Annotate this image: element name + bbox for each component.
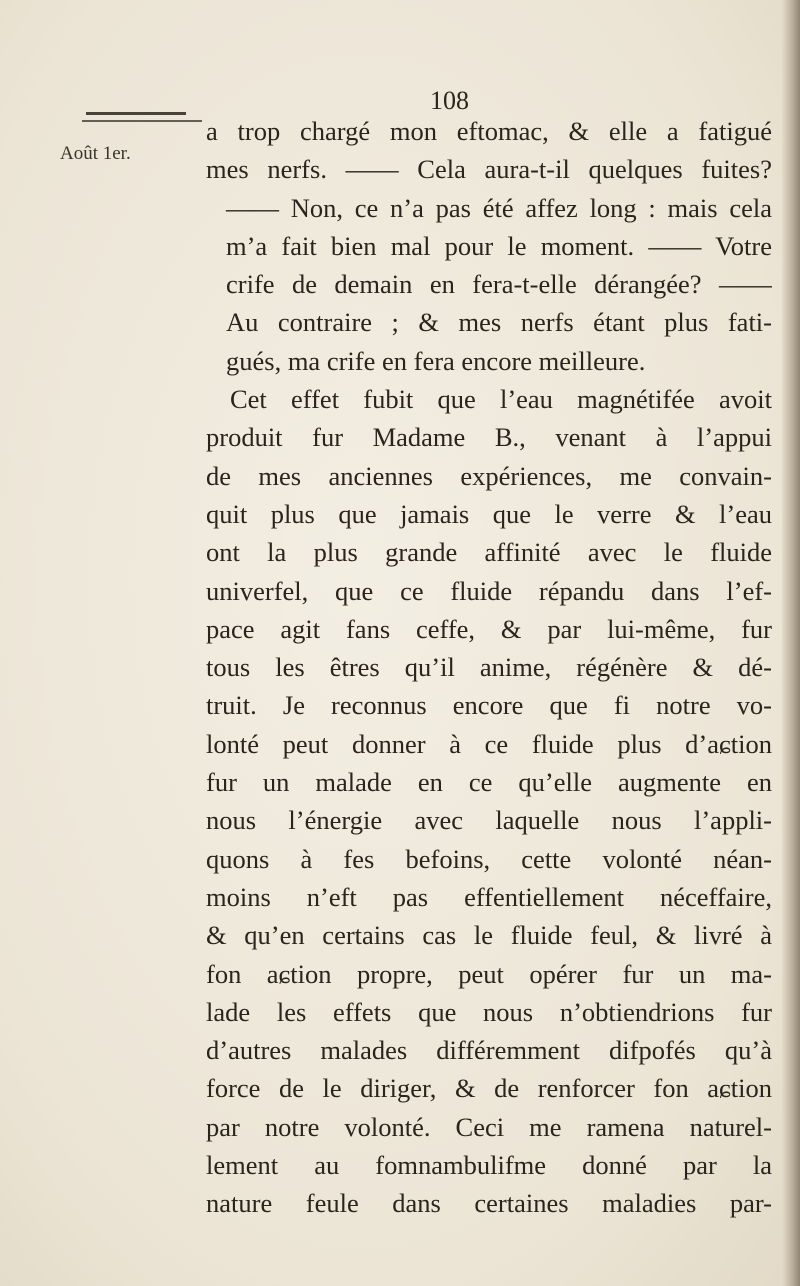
text-line: lement au fomnambulifme donné par la <box>206 1150 772 1181</box>
text-line: Cet effet fubit que l’eau magnétifée avoit <box>230 384 772 415</box>
text-line: gués, ma crife en fera encore meilleure. <box>226 345 646 376</box>
text-line: nous l’énergie avec laquelle nous l’appli- <box>206 805 772 836</box>
text-line: quons à fes befoins, cette volonté néan- <box>206 843 772 874</box>
text-line: fur un malade en ce qu’elle augmente en <box>206 767 772 798</box>
text-line: lonté peut donner à ce fluide plus d’aɕtion <box>206 728 772 759</box>
text-line: lade les effets que nous n’obtiendrions fur <box>206 996 772 1027</box>
header-rule <box>86 112 186 115</box>
text-line: d’autres malades différemment difpofés qu’à <box>206 1035 772 1066</box>
text-line: a trop chargé mon eftomac, & elle a fatigué <box>206 116 772 146</box>
text-line: tous les êtres qu’il anime, régénère & dé- <box>206 652 772 683</box>
text-line: pace agit fans ceffe, & par lui-même, fur <box>206 613 772 644</box>
text-line: truit. Je reconnus encore que fi notre vo- <box>206 690 772 721</box>
page-edge-shadow <box>782 0 800 1286</box>
text-line: produit fur Madame B., venant à l’appui <box>206 422 772 453</box>
text-line: & qu’en certains cas le fluide feul, & livré à <box>206 920 772 951</box>
page-number: 108 <box>430 86 469 115</box>
text-line: mes nerfs. —— Cela aura-t-il quelques fuites? <box>206 154 772 185</box>
text-line: ont la plus grande affinité avec le fluide <box>206 537 772 568</box>
margin-date-note: Août 1er. <box>60 143 131 164</box>
text-line: Au contraire ; & mes nerfs étant plus fati- <box>226 307 772 338</box>
text-line: nature feule dans certaines maladies par- <box>206 1188 772 1219</box>
text-line: m’a fait bien mal pour le moment. —— Votre <box>226 230 772 261</box>
text-line: force de le diriger, & de renforcer fon aɕtion <box>206 1073 772 1104</box>
text-line: de mes anciennes expériences, me convain- <box>206 460 772 491</box>
text-line: crife de demain en fera-t-elle dérangée? —— <box>226 269 772 300</box>
text-line: quit plus que jamais que le verre & l’eau <box>206 498 772 529</box>
text-line: par notre volonté. Ceci me ramena naturel- <box>206 1111 772 1142</box>
text-line: —— Non, ce n’a pas été affez long : mais cela <box>226 192 772 223</box>
text-line: univerfel, que ce fluide répandu dans l’ef- <box>206 575 772 606</box>
text-line: moins n’eft pas effentiellement néceffaire, <box>206 881 772 912</box>
text-line: fon aɕtion propre, peut opérer fur un ma- <box>206 958 772 989</box>
header-rule-secondary <box>82 120 202 122</box>
body-text <box>206 112 772 1223</box>
